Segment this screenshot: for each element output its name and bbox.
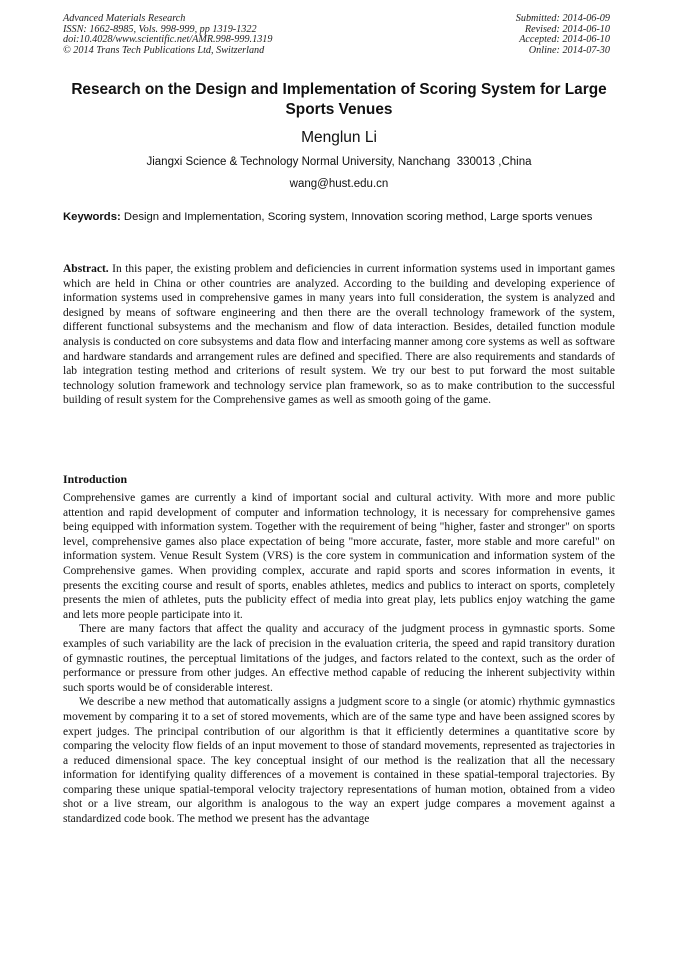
author-name: Menglun Li (301, 129, 377, 146)
journal-copyright: © 2014 Trans Tech Publications Ltd, Switzerland (63, 44, 265, 56)
keywords-label: Keywords: (63, 211, 121, 223)
date-revised: Revised: 2014-06-10 (524, 23, 610, 35)
author-email: wang@hust.edu.cn (289, 178, 389, 190)
date-accepted: Accepted: 2014-06-10 (519, 34, 610, 46)
journal-issn: ISSN: 1662-8985, Vols. 998-999, pp 1319-1322 (63, 23, 257, 35)
paragraph: There are many factors that affect the quality and accuracy of the judgment process in gymnastic sports. Some examples of such variability are the lack of precision in the evaluation criteria, the speed and rapid transitory duration of gymnastic routines, the perceptual limitations of the judges, and factors related to the context, such as the order of performance or pressure from other judges. An effective method capable of reducing the inherent subjectivity within such sports would be of considerable interest. (63, 623, 615, 694)
paper-title: Research on the Design and Implementation of Scoring System for Large Sports Venues (71, 81, 607, 118)
keywords-text: Design and Implementation, Scoring system, Innovation scoring method, Large sports venues (120, 211, 593, 223)
keywords (63, 210, 615, 225)
abstract-label: Abstract. (63, 263, 109, 275)
abstract-text: In this paper, the existing problem and deficiencies in current information systems used in important games which are held in China or other countries are analyzed. According to the building and developing experience of information systems used in comprehensive games in many years into full consideration, the system is analyzed and designed by means of software engineering and then there are the overall technology framework of the system, different functional subsystems and the mechanism and flow of data interaction. Besides, detailed function module analysis is conducted on core subsystems and data flow and interfacing manner among core systems as well as software and hardware standards and arrangement rules are defined and specified. There are also requirements and standards of lab integration testing method and criterions of result system. We try our best to put forward the most suitable technology solution framework and technology service plan framework, so as to make contribution to the successful building of result system for the Comprehensive games as well as smooth going of the game. (63, 263, 615, 407)
paragraph: Comprehensive games are currently a kind of important social and cultural activity. With more and more public attention and rapid development of computer and information technology, it is necessary for comprehensive games being equipped with information system. Together with the requirement of being "higher, faster and stronger" on sports level, comprehensive games also place expectation of being "more accurate, faster, more stable and more careful" on information system. Venue Result System (VRS) is the core system in communication and information system of the Comprehensive games. When providing complex, accurate and rapid sports and scores information in events, it presents the exciting course and result of sports, enables athletes, medics and publics to interact on sports, completely presents the mien of athletes, puts the publicity effect of media into great play, lets publics enjoy watching the game and lets more people participate into it. (63, 492, 615, 621)
author-affiliation: Jiangxi Science & Technology Normal University, Nanchang 330013 ,China (146, 156, 532, 168)
abstract (63, 262, 615, 408)
journal-name: Advanced Materials Research (63, 13, 186, 24)
date-online: Online: 2014-07-30 (528, 44, 610, 56)
date-submitted: Submitted: 2014-06-09 (515, 13, 610, 24)
introduction-body (63, 491, 615, 827)
submission-dates (516, 14, 610, 56)
paragraph: We describe a new method that automatically assigns a judgment score to a single (or atomic) rhythmic gymnastics movement by comparing it to a set of stored movements, which are of the same type and have been assigned scores by expert judges. The principal contribution of our algorithm is that it efficiently determines a quantitative score by comparing the velocity flow fields of an input movement to those of standard movements, represented as trajectories in a reduced dimensional space. The key conceptual insight of our method is the realization that all the necessary information for identifying quality differences of a movement is contained in these spatial-temporal trajectories. By comparing these unique spatial-temporal velocity trajectory representations of human motion, obtained from a video shot or a live stream, our algorithm is analogous to the way an expert judge compares a movement against a standardized code book. The method we present has the advantage (63, 696, 615, 826)
journal-doi: doi:10.4028/www.scientific.net/AMR.998-999.1319 (63, 34, 273, 46)
journal-info (63, 14, 272, 56)
section-heading-introduction: Introduction (63, 472, 128, 486)
